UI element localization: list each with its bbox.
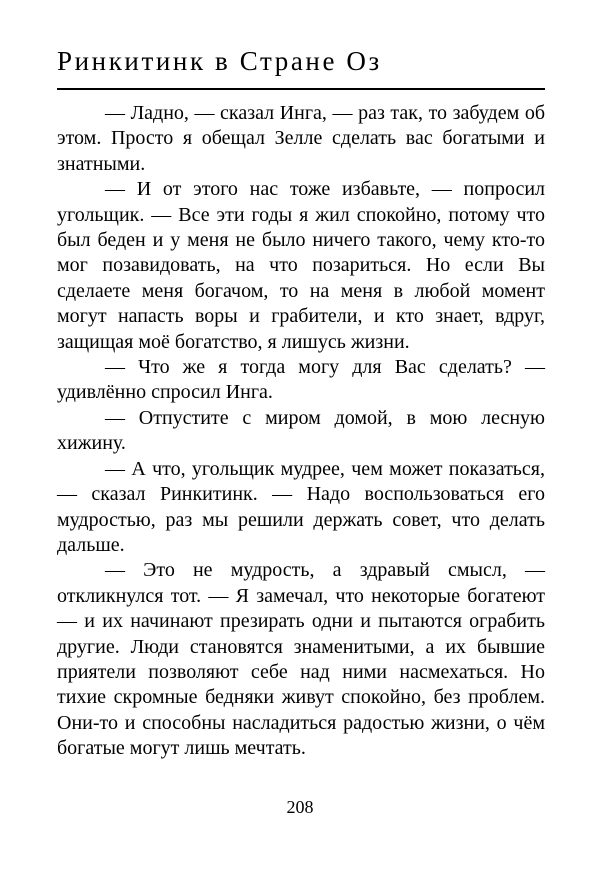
paragraph: — Что же я тогда могу для Вас сделать? — удивлённо спросил Инга. (57, 356, 545, 404)
paragraph: — И от этого нас тоже избавьте, — попросил угольщик. — Все эти годы я жил спокойно, потому что был беден и у меня не было ничего такого, чему кто-то мог позавидовать, на что позариться. Но если Вы сделаете меня богачом, то на меня в любой момент могут напасть воры и грабители, и кто знает, вдруг, защищая моё богатство, я лишусь жизни. (57, 178, 545, 353)
header-rule (57, 88, 545, 90)
paragraph: — Ладно, — сказал Инга, — раз так, то забудем об этом. Просто я обещал Зелле сделать вас богатыми и знатными. (57, 102, 545, 175)
page-number: 208 (286, 797, 314, 817)
paragraph: — Это не мудрость, а здравый смысл, — откликнулся тот. — Я замечал, что некоторые богатеют — и их начинают презирать одни и пытаются ограбить другие. Люди становятся знаменитыми, а их бывшие приятели позволяют себе над ними насмехаться. Но тихие скромные бедняки живут спокойно, без проблем. Они-то и способны насладиться радостью жизни, о чём богатые могут лишь мечтать. (57, 559, 545, 760)
body-text (57, 101, 545, 762)
running-head-title: Ринкитинк в Стране Оз (57, 46, 382, 76)
paragraph: — А что, угольщик мудрее, чем может показаться, — сказал Ринкитинк. — Надо воспользоваться его мудростью, раз мы решили держать совет, что делать дальше. (57, 457, 545, 556)
paragraph: — Отпустите с миром домой, в мою лесную хижину. (57, 406, 545, 455)
